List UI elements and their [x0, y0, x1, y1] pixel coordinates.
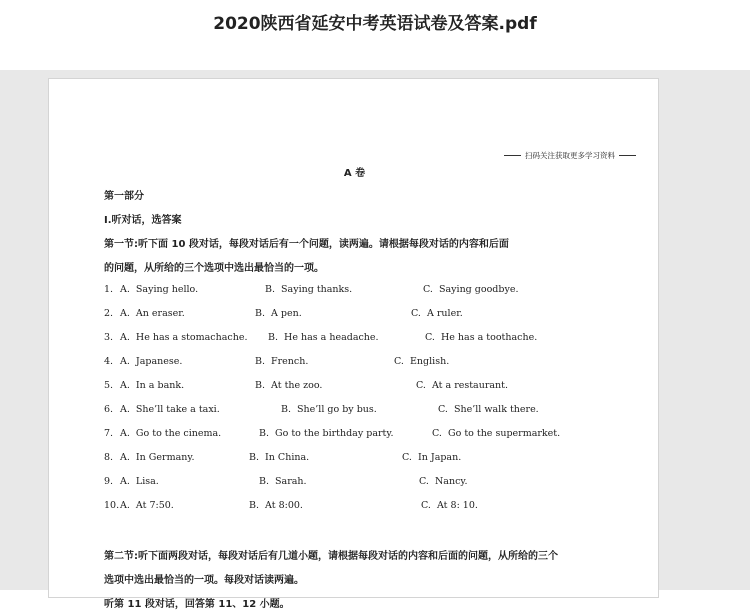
option-b: B. In China.: [249, 452, 310, 463]
option-b: B. At 8:00.: [249, 500, 303, 511]
option-a: A. She’ll take a taxi.: [120, 404, 220, 415]
scan-banner: [500, 150, 640, 161]
option-c: C. He has a toothache.: [425, 332, 538, 343]
viewer-header: [0, 0, 750, 70]
question-number: 6.: [104, 404, 114, 415]
part-label: 第一部分: [104, 191, 144, 202]
option-c: C. She’ll walk there.: [438, 404, 539, 415]
question-number: 8.: [104, 452, 114, 463]
option-b: B. He has a headache.: [268, 332, 379, 343]
option-b: B. Saying thanks.: [265, 284, 353, 295]
option-a: A. In a bank.: [120, 380, 185, 391]
option-a: A. An eraser.: [120, 308, 185, 319]
section-label: I.听对话，选答案: [104, 215, 182, 226]
option-a: A. Lisa.: [120, 476, 159, 487]
document-title: 2020陕西省延安中考英语试卷及答案.pdf: [213, 14, 537, 34]
question-number: 5.: [104, 380, 114, 391]
banner-dash-right: [619, 155, 636, 156]
instruction-line-2: 的问题，从所给的三个选项中选出最恰当的一项。: [104, 263, 324, 274]
option-a: A. Go to the cinema.: [120, 428, 222, 439]
question-number: 10.: [104, 500, 120, 511]
option-b: B. Sarah.: [259, 476, 307, 487]
option-c: C. In Japan.: [402, 452, 462, 463]
option-a: A. Saying hello.: [120, 284, 199, 295]
option-c: C. Nancy.: [419, 476, 468, 487]
option-c: C. Saying goodbye.: [423, 284, 519, 295]
option-c: C. At 8: 10.: [421, 500, 478, 511]
volume-label: A 卷: [343, 168, 366, 179]
question-number: 4.: [104, 356, 114, 367]
instruction-line-1: 第一节:听下面 10 段对话，每段对话后有一个问题，读两遍。请根据每段对话的内容和后面: [104, 239, 509, 250]
option-c: C. At a restaurant.: [416, 380, 509, 391]
pdf-page: [48, 78, 659, 610]
dialog-11-label: 听第 11 段对话，回答第 11、12 小题。: [104, 599, 290, 610]
document-viewer[interactable]: [0, 70, 750, 610]
option-a: A. At 7:50.: [120, 500, 174, 511]
banner-dash-left: [504, 155, 521, 156]
option-a: A. In Germany.: [120, 452, 195, 463]
option-b: B. Go to the birthday party.: [259, 428, 394, 439]
section2-line-1: 第二节:听下面两段对话，每段对话后有几道小题，请根据每段对话的内容和后面的问题，从所给的三个: [104, 551, 558, 562]
option-c: C. A ruler.: [411, 308, 463, 319]
option-b: B. A pen.: [255, 308, 302, 319]
question-number: 7.: [104, 428, 114, 439]
option-c: C. Go to the supermarket.: [432, 428, 561, 439]
option-a: A. He has a stomachache.: [120, 332, 248, 343]
option-a: A. Japanese.: [120, 356, 183, 367]
scan-banner-text: 扫码关注获取更多学习资料: [525, 151, 615, 160]
option-b: B. At the zoo.: [255, 380, 323, 391]
section2-line-2: 选项中选出最恰当的一项。每段对话读两遍。: [104, 575, 304, 586]
option-c: C. English.: [394, 356, 450, 367]
question-number: 2.: [104, 308, 114, 319]
question-number: 1.: [104, 284, 114, 295]
question-number: 3.: [104, 332, 114, 343]
question-number: 9.: [104, 476, 114, 487]
option-b: B. French.: [255, 356, 309, 367]
option-b: B. She’ll go by bus.: [281, 404, 377, 415]
